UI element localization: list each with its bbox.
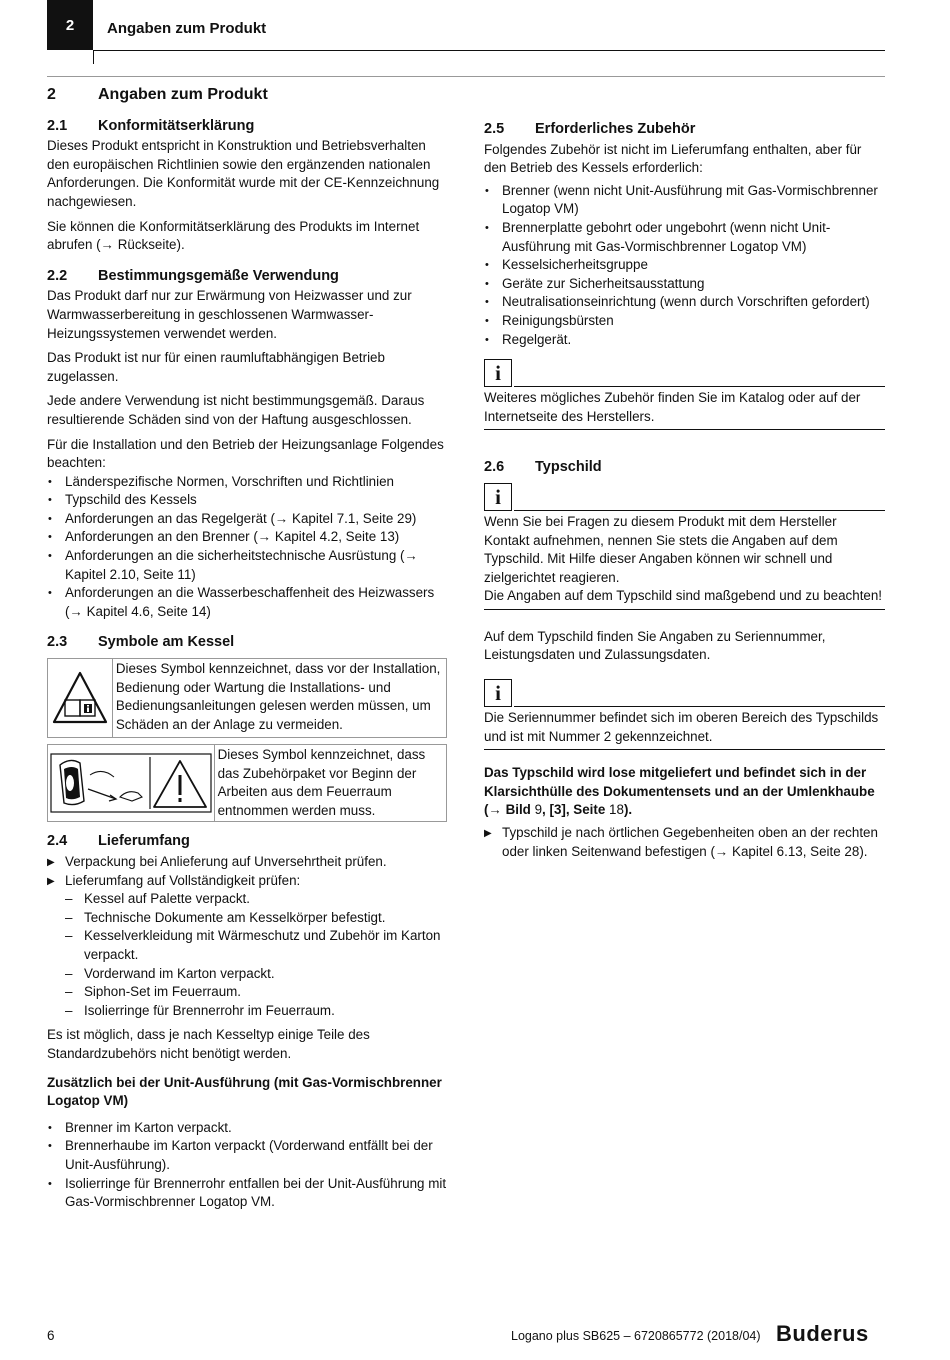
read-manual-warning-icon <box>48 659 113 737</box>
info-note: i Wenn Sie bei Fragen zu diesem Produkt mit dem Hersteller Kontakt aufnehmen, nennen Sie stets die Angaben auf dem Typschild. Mit Hilfe dieser Angaben können wir schnell und zielgerichtet reagieren. Die Angaben auf dem Typschild sind maßgebend und zu beachten! <box>484 483 885 610</box>
list-item: • Anforderungen an das Regelgerät (→ Kapitel 7.1, Seite 29) <box>47 510 447 529</box>
list-item: • Brenner im Karton verpackt. <box>47 1119 447 1138</box>
paragraph: Das Produkt ist nur für einen raumluftabhängigen Betrieb zugelassen. <box>47 350 385 384</box>
paragraph: Das Produkt darf nur zur Erwärmung von Heizwasser und zur Warmwasserbereitung in geschlossenen Warmwasser-Heizungssystemen verwendet werden. <box>47 288 412 341</box>
symbol-description: Dieses Symbol kennzeichnet, dass vor der Installation, Bedienung oder Wartung die Installations- und Bedienungsanleitungen gelesen werden müssen, um Schäden an der Anlage zu vermeiden. <box>115 661 441 732</box>
header-rule-secondary <box>47 76 885 77</box>
list-item: • Kesselsicherheitsgruppe <box>484 256 885 275</box>
list-item: – Kessel auf Palette verpackt. <box>47 890 447 909</box>
list-item: • Anforderungen an den Brenner (→ Kapitel 4.2, Seite 13) <box>47 528 447 547</box>
header-rule <box>93 50 885 51</box>
section-heading-2: 2 Angaben zum Produkt <box>47 86 268 103</box>
symbol-row-accessory <box>47 744 447 822</box>
section-heading-2-5: 2.5 Erforderliches Zubehör <box>484 121 696 137</box>
list-item: – Siphon-Set im Feuerraum. <box>47 983 447 1002</box>
info-note: i Die Seriennummer befindet sich im oberen Bereich des Typschilds und ist mit Nummer 2 gekennzeichnet. <box>484 679 885 750</box>
list-item: • Typschild des Kessels <box>47 491 447 510</box>
info-icon: i <box>484 679 512 707</box>
accessory-list <box>484 182 885 349</box>
delivery-contents-list <box>47 890 447 1020</box>
list-item: • Brennerplatte gebohrt oder ungebohrt (wenn nicht Unit-Ausführung mit Gas-Vormischbrenner Logatop VM) <box>484 219 885 256</box>
info-note: i Weiteres mögliches Zubehör finden Sie im Katalog oder auf der Internetseite des Herstellers. <box>484 359 885 430</box>
delivery-steps <box>47 853 447 890</box>
list-item: • Brenner (wenn nicht Unit-Ausführung mit Gas-Vormischbrenner Logatop VM) <box>484 182 885 219</box>
list-item: • Regelgerät. <box>484 331 885 350</box>
right-column <box>484 120 885 861</box>
step-item: ▶ Lieferumfang auf Vollständigkeit prüfen: <box>47 872 447 891</box>
chapter-number-box <box>47 0 93 50</box>
step-item: ▶ Verpackung bei Anlieferung auf Unversehrtheit prüfen. <box>47 853 447 872</box>
paragraph: Auf dem Typschild finden Sie Angaben zu Seriennummer, Leistungsdaten und Zulassungsdaten. <box>484 628 826 663</box>
section-heading-2-3: 2.3 Symbole am Kessel <box>47 634 235 651</box>
chapter-number: 2 <box>65 16 75 34</box>
paragraph: Für die Installation und den Betrieb der Heizungsanlage Folgendes beachten: <box>47 436 444 471</box>
list-item: • Neutralisationseinrichtung (wenn durch Vorschriften gefordert) <box>484 293 885 312</box>
section-heading-2-2: 2.2 Bestimmungsgemäße Verwendung <box>47 267 339 284</box>
list-item: • Reinigungsbürsten <box>484 312 885 331</box>
list-item: – Isolierringe für Brennerrohr im Feuerraum. <box>47 1002 447 1021</box>
bold-paragraph: Das Typschild wird lose mitgeliefert und befindet sich in der Klarsichthülle des Dokumentensets und an der Umlenkhaube (→ Bild 9, [3], Seite 18). <box>484 765 875 818</box>
paragraph: Folgendes Zubehör ist nicht im Lieferumfang enthalten, aber für den Betrieb des Kessels erforderlich: <box>484 141 862 176</box>
list-item: • Anforderungen an die sicherheitstechnische Ausrüstung (→ Kapitel 2.10, Seite 11) <box>47 547 447 584</box>
left-column <box>47 86 447 1218</box>
step-item: ▶ Typschild je nach örtlichen Gegebenheiten oben an der rechten oder linken Seitenwand befestigen (→ Kapitel 6.13, Seite 28). <box>484 824 885 861</box>
paragraph: Dieses Produkt entspricht in Konstruktion und Betriebsverhalten den europäischen Richtlinien sowie den ergänzenden nationalen Anforderungen. Die Konformität wurde mit der CE-Kennzeichnung nachgewiesen. <box>47 138 440 209</box>
symbol-row-manual <box>47 658 447 738</box>
list-item: • Länderspezifische Normen, Vorschriften und Richtlinien <box>47 473 447 492</box>
buderus-logo: Buderus <box>776 1321 869 1346</box>
typeplate-steps <box>484 824 885 861</box>
paragraph: Es ist möglich, dass je nach Kesseltyp einige Teile des Standardzubehörs nicht benötigt werden. <box>47 1027 370 1061</box>
section-heading-2-6: 2.6 Typschild <box>484 459 602 476</box>
section-heading-2-4: 2.4 Lieferumfang <box>47 833 190 850</box>
bold-paragraph: Zusätzlich bei der Unit-Ausführung (mit Gas-Vormischbrenner Logatop VM) <box>47 1074 442 1109</box>
list-item: – Technische Dokumente am Kesselkörper befestigt. <box>47 909 447 928</box>
info-icon: i <box>484 359 512 387</box>
list-item: – Vorderwand im Karton verpackt. <box>47 965 447 984</box>
requirements-list <box>47 473 447 622</box>
document-reference: Logano plus SB625 – 6720865772 (2018/04) <box>511 1329 761 1343</box>
paragraph: Sie können die Konformitätserklärung des Produkts im Internet abrufen (→ Rückseite). <box>47 218 420 253</box>
header-title: Angaben zum Produkt <box>107 20 267 37</box>
paragraph: Jede andere Verwendung ist nicht bestimmungsgemäß. Daraus resultierende Schäden sind von der Haftung ausgeschlossen. <box>47 393 425 427</box>
list-item: • Brennerhaube im Karton verpackt (Vorderwand entfällt bei der Unit-Ausführung). <box>47 1137 447 1174</box>
list-item: • Isolierringe für Brennerrohr entfallen bei der Unit-Ausführung mit Gas-Vormischbrenner Logatop VM. <box>47 1175 447 1212</box>
unit-list <box>47 1119 447 1212</box>
symbol-description: Dieses Symbol kennzeichnet, dass das Zubehörpaket vor Beginn der Arbeiten aus dem Feuerraum entnommen werden muss. <box>217 747 426 818</box>
remove-accessory-warning-icon <box>48 745 215 821</box>
list-item: – Kesselverkleidung mit Wärmeschutz und Zubehör im Karton verpackt. <box>47 927 447 964</box>
info-icon: i <box>484 483 512 511</box>
header-divider <box>93 50 94 64</box>
page-number: 6 <box>47 1328 55 1343</box>
list-item: • Geräte zur Sicherheitsausstattung <box>484 275 885 294</box>
section-heading-2-1: 2.1 Konformitätserklärung <box>47 117 255 134</box>
list-item: • Anforderungen an die Wasserbeschaffenheit des Heizwassers (→ Kapitel 4.6, Seite 14) <box>47 584 447 621</box>
